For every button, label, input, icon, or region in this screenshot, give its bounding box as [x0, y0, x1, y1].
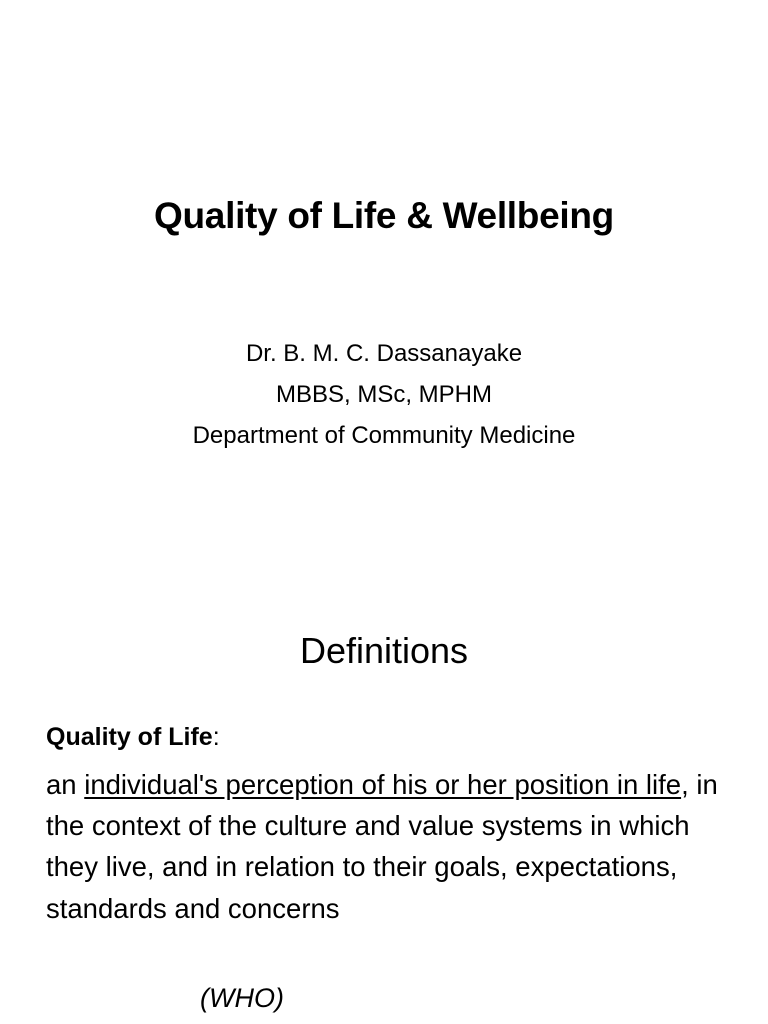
attribution: (WHO) — [200, 983, 284, 1013]
definition-rest: , in the context of the culture and value systems in which they live, and in relation to their goals, expectations, standards and concerns — [46, 769, 718, 924]
author-qualifications: MBBS, MSc, MPHM — [275, 381, 492, 408]
author-block — [0, 333, 768, 456]
definition-underlined: individual's perception of his or her position in life — [84, 769, 682, 800]
slide-title: Quality of Life & Wellbeing — [154, 195, 614, 236]
term-line — [46, 718, 220, 756]
author-name: Dr. B. M. C. Dassanayake — [245, 340, 523, 367]
definition-text — [46, 764, 726, 929]
author-department: Department of Community Medicine — [192, 422, 576, 449]
definition-lead: an — [46, 769, 85, 800]
section-heading: Definitions — [299, 630, 469, 671]
definitions-slide — [0, 576, 768, 1024]
term-name: Quality of Life — [46, 723, 213, 751]
term-colon: : — [212, 723, 220, 751]
